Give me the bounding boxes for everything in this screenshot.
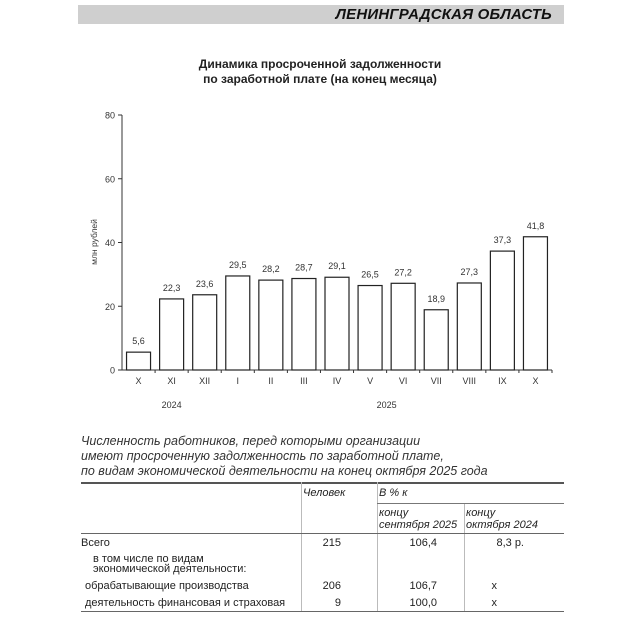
year-label-2024: 2024 [161, 400, 182, 410]
row-label [93, 554, 246, 574]
col-divider [301, 482, 302, 612]
row-label-line2: экономической деятельности: [93, 563, 247, 575]
bar [424, 310, 448, 370]
bar-value-label: 28,2 [262, 264, 280, 275]
row-pct-oct: 8,3 р. [496, 537, 524, 549]
table-top-rule [81, 482, 564, 484]
table-title-line1: Численность работников, перед которыми организации [81, 434, 421, 448]
bar-value-label: 29,1 [328, 261, 346, 272]
bar-value-label: 28,7 [295, 262, 313, 273]
bar [457, 283, 481, 370]
bar [226, 276, 250, 370]
header-bottom-rule [81, 533, 564, 534]
bar [325, 277, 349, 370]
header-sub2 [466, 507, 538, 531]
x-tick-label: IV [332, 376, 342, 386]
row-people: 9 [334, 597, 341, 609]
x-tick-label: VII [430, 376, 442, 386]
year-label-2025: 2025 [376, 400, 397, 410]
table-title [81, 434, 488, 479]
header-sub-rule [377, 503, 564, 504]
y-tick-label: 60 [104, 174, 115, 185]
row-label: обрабатывающие производства [85, 580, 249, 592]
x-tick-label: IX [498, 376, 507, 386]
bar [292, 279, 316, 370]
bar-value-label: 29,5 [229, 259, 247, 270]
header-sub2-line2: октября 2024 [466, 519, 538, 531]
bar-value-label: 37,3 [493, 235, 512, 246]
bar-value-label: 22,3 [162, 282, 181, 293]
bar [127, 352, 151, 370]
bar-value-label: 23,6 [195, 278, 214, 289]
chart-title-line1: Динамика просроченной задолженности [198, 57, 442, 71]
x-tick-label: III [300, 376, 308, 386]
row-people: 206 [322, 580, 341, 592]
y-tick-label: 20 [104, 301, 115, 312]
bar [193, 295, 217, 370]
row-label-line1: в том числе по видам [93, 553, 204, 565]
x-tick-label: XII [199, 376, 211, 386]
row-pct-sep: 100,0 [409, 597, 437, 609]
x-tick-label: II [268, 376, 274, 386]
row-label: деятельность финансовая и страховая [85, 597, 286, 609]
col-divider [464, 504, 465, 612]
row-label: Всего [81, 537, 110, 549]
bar [358, 286, 382, 370]
header-sub2-line1: концу [466, 507, 496, 519]
row-pct-sep: 106,4 [409, 537, 437, 549]
header-sub1-line1: концу [379, 507, 409, 519]
bar-value-label: 26,5 [361, 269, 379, 280]
bar-value-label: 27,2 [394, 267, 412, 278]
header-people: Человек [303, 487, 346, 499]
bar [259, 280, 283, 370]
y-tick-label: 80 [104, 110, 115, 121]
bar-value-label: 5,6 [132, 336, 145, 347]
region-title: ЛЕНИНГРАДСКАЯ ОБЛАСТЬ [335, 6, 552, 23]
x-tick-label: VI [398, 376, 408, 386]
x-tick-label: I [236, 376, 240, 386]
bar [160, 299, 184, 370]
header-sub1 [379, 507, 457, 531]
y-tick-label: 40 [104, 238, 115, 248]
bar [490, 251, 514, 370]
x-tick-label: X [532, 376, 539, 386]
header-sub1-line2: сентября 2025 [379, 519, 458, 531]
table-title-line2: имеют просроченную задолженность по заработной плате, [81, 449, 444, 463]
header-pct-group: В % к [379, 487, 408, 499]
row-pct-sep: 106,7 [409, 580, 437, 592]
bar-value-label: 41,8 [526, 220, 545, 231]
table-bottom-rule [81, 611, 564, 612]
bar [391, 283, 415, 370]
table-title-line3: по видам экономической деятельности на конец октября 2025 года [81, 464, 488, 478]
x-tick-label: V [367, 376, 374, 386]
y-tick-label: 0 [109, 365, 115, 376]
x-tick-label: XI [167, 376, 176, 386]
x-tick-label: VIII [462, 376, 477, 386]
bar [523, 237, 547, 370]
workers-table [81, 480, 564, 615]
y-axis-label: млн рублей [89, 219, 99, 265]
bar-value-label: 27,3 [460, 266, 479, 277]
row-pct-oct: x [491, 597, 497, 609]
bar-value-label: 18,9 [427, 293, 445, 304]
x-tick-label: X [135, 376, 142, 386]
row-pct-oct: x [491, 580, 497, 592]
chart-title-line2: по заработной плате (на конец месяца) [203, 72, 437, 86]
row-people: 215 [322, 537, 341, 549]
